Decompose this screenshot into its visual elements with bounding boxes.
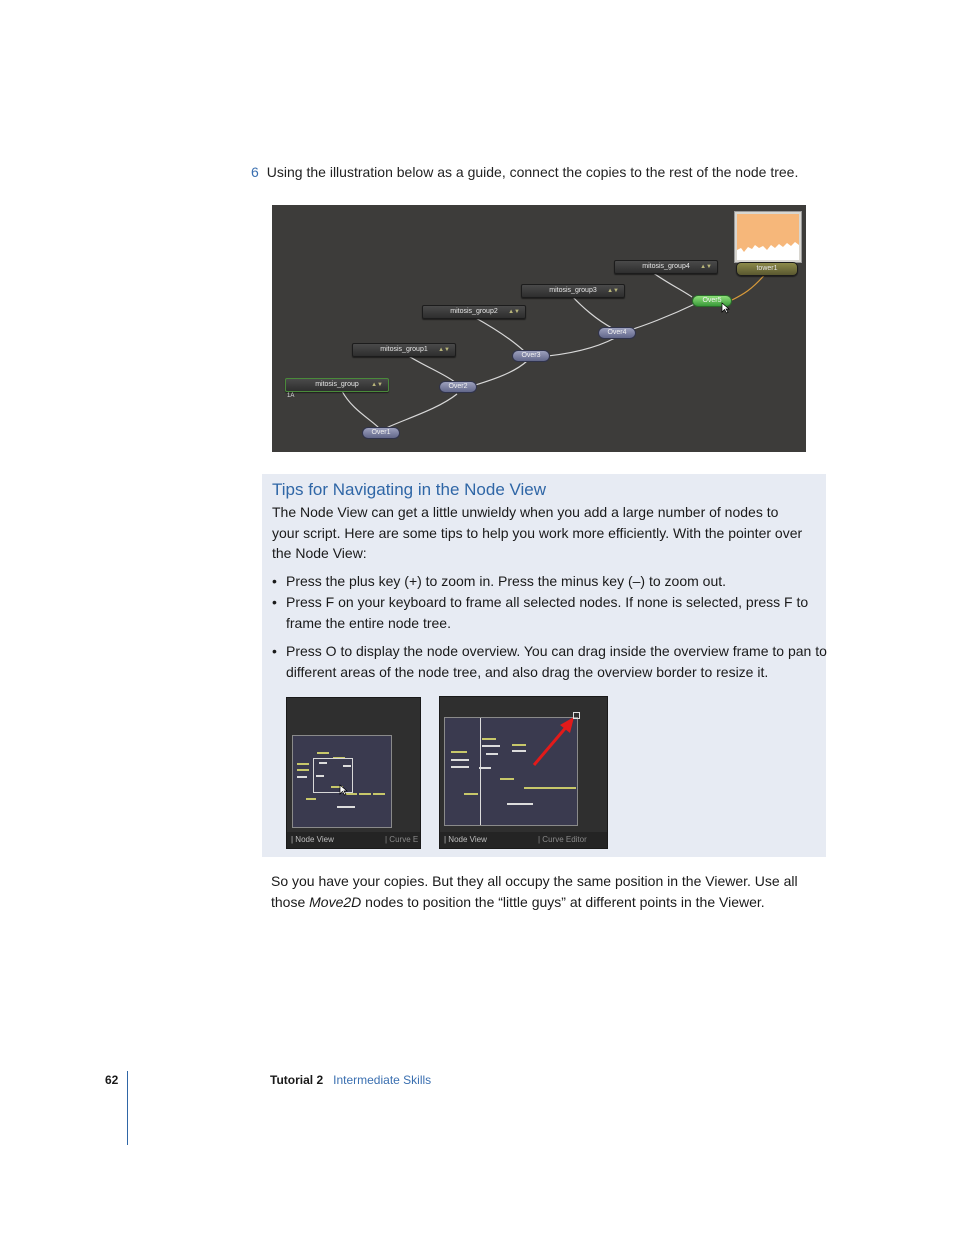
tower-thumbnail [734,211,802,263]
wire-group2-over3 [474,317,524,351]
over4-label: Over4 [607,329,627,336]
node-overview-thumbnail-small [286,697,421,849]
over5-label: Over5 [702,297,722,304]
wire-tower-over5 [732,272,767,300]
mitosis-group2-node[interactable] [422,305,526,319]
node-overview-thumbnail-large [439,696,608,849]
tip-intro: The Node View can get a little unwieldy when you add a large number of nodes to your script. Here are some tips to help you work more efficiently. With the pointer over the Node View: [272,504,803,561]
overview-frame[interactable] [292,735,392,828]
resize-handle-icon[interactable] [573,712,580,719]
section-title: Intermediate Skills [333,1073,432,1087]
expand-arrow-icon: ▲▼ [438,347,450,353]
step-number: 6 [251,164,259,180]
wire-group1-over2 [407,355,456,383]
page-number: 62 [105,1073,119,1087]
footer-divider [127,1071,128,1145]
tab-node-view[interactable]: | Node View [291,835,334,844]
footer-chapter [270,1073,431,1087]
node-connections [272,205,806,452]
over4-node[interactable] [598,327,636,339]
tip-bullet-item [272,571,831,592]
step-text: Using the illustration below as a guide, connect the copies to the rest of the node tree. [266,164,799,180]
over1-label: Over1 [371,429,391,436]
tip-bullet-text: Press F on your keyboard to frame all selected nodes. If none is selected, press F to frame the entire node tree. [286,594,809,631]
mitosis-group4-label: mitosis_group4 [642,263,690,270]
bullet-marker: • [272,594,277,610]
mitosis-group-label: mitosis_group [315,381,359,388]
step-instruction [251,164,798,180]
bullet-marker: • [272,643,277,659]
over2-label: Over2 [448,383,468,390]
mitosis-group2-label: mitosis_group2 [450,308,498,315]
thumb-tab-bar [287,832,420,848]
expand-arrow-icon: ▲▼ [371,382,383,388]
wire-group3-over4 [572,296,612,328]
expand-arrow-icon: ▲▼ [607,288,619,294]
tip-bullet-item [272,592,831,633]
mitosis-group3-label: mitosis_group3 [549,287,597,294]
expand-arrow-icon: ▲▼ [508,309,520,315]
wire-over2-over1 [384,394,457,429]
cursor-arrow-icon [721,302,731,314]
tab-curve-editor[interactable]: | Curve Editor [538,835,587,844]
tab-node-view[interactable]: | Node View [444,835,487,844]
over1-node[interactable] [362,427,400,439]
paragraph-part2: nodes to position the “little guys” at different points in the Viewer. [361,893,765,910]
mitosis-group3-node[interactable] [521,284,625,298]
tip-bullet-text: Press the plus key (+) to zoom in. Press the minus key (–) to zoom out. [286,573,727,589]
over3-label: Over3 [521,352,541,359]
expand-arrow-icon: ▲▼ [700,264,712,270]
tower-node[interactable] [736,262,798,276]
mitosis-group1-label: mitosis_group1 [380,346,428,353]
over2-node[interactable] [439,381,477,393]
cursor-arrow-icon [339,784,349,796]
tab-curve-editor[interactable]: | Curve E [385,835,419,844]
resize-direction-arrow-icon [530,711,582,769]
chapter-title: Tutorial 2 [270,1073,324,1087]
mitosis-group-node[interactable] [285,378,389,392]
tower-thumbnail-image [735,212,801,262]
label-1a: 1A [287,393,295,399]
tip-bullet-item [272,641,831,682]
wire-group-over1 [342,391,380,429]
tower-node-label: tower1 [756,265,778,272]
tip-bullet-text: Press O to display the node overview. You can drag inside the overview frame to pan to different areas of the node tree, and also drag the overview border to resize it. [286,643,827,680]
wire-group4-over5 [652,272,692,297]
body-paragraph [271,871,816,912]
over3-node[interactable] [512,350,550,362]
mitosis-group4-node[interactable] [614,260,718,274]
thumb-tab-bar [440,832,607,848]
mitosis-group1-node[interactable] [352,343,456,357]
tip-title: Tips for Navigating in the Node View [272,480,547,499]
paragraph-part1: So you have your copies. But they all occupy the same position in the Viewer. Use all those [271,873,798,910]
bullet-marker: • [272,573,277,589]
paragraph-italic: Move2D [309,893,362,910]
node-tree-figure [272,205,806,452]
tip-box [262,474,826,857]
